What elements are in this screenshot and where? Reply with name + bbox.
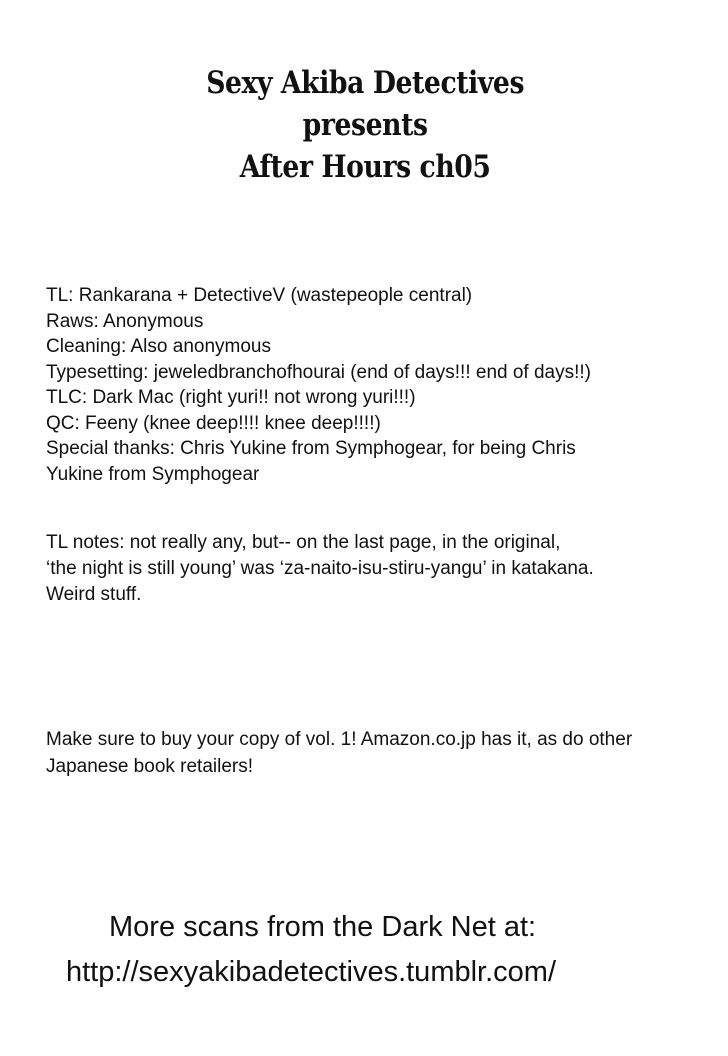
promo-line: Make sure to buy your copy of vol. 1! Amazon.co.jp has it, as do other	[46, 729, 633, 750]
credits-list	[46, 283, 706, 487]
credit-raws: Raws: Anonymous	[46, 310, 204, 332]
group-name: Sexy Akiba Detectives	[206, 65, 525, 101]
tl-notes-line: TL notes: not really any, but-- on the last page, in the original,	[46, 532, 561, 553]
credit-qc: QC: Feeny (knee deep!!!! knee deep!!!!)	[46, 412, 381, 434]
credit-typesetting: Typesetting: jeweledbranchofhourai (end of days!!! end of days!!)	[46, 361, 591, 383]
credit-special-thanks-cont: Yukine from Symphogear	[46, 463, 260, 485]
credit-translation: TL: Rankarana + DetectiveV (wastepeople central)	[46, 285, 473, 306]
tl-notes-line: ‘the night is still young’ was ‘za-naito-isu-stiru-yangu’ in katakana.	[46, 558, 594, 579]
credit-tlc: TLC: Dark Mac (right yuri!! not wrong yuri!!!)	[46, 387, 416, 408]
chapter-title: After Hours ch05	[239, 149, 491, 185]
footer-url: http://sexyakibadetectives.tumblr.com/	[66, 956, 556, 988]
presents-label: presents	[302, 107, 428, 143]
purchase-promo	[46, 726, 716, 780]
promo-line: Japanese book retailers!	[46, 756, 254, 777]
credit-cleaning: Cleaning: Also anonymous	[46, 336, 271, 357]
tl-notes-line: Weird stuff.	[46, 584, 142, 605]
credit-special-thanks: Special thanks: Chris Yukine from Symphogear, for being Chris	[46, 438, 576, 459]
title-block	[52, 62, 678, 188]
tl-notes	[46, 530, 716, 608]
footer-caption: More scans from the Dark Net at:	[109, 911, 537, 943]
